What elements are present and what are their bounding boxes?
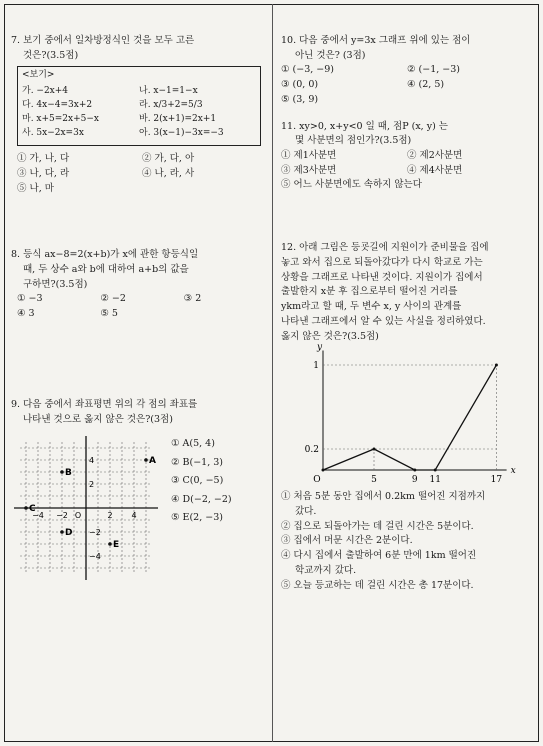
example-item: 마. x+5=2x+5−x	[22, 114, 99, 125]
answer-choice[interactable]: ② (−1, −3)	[407, 64, 460, 76]
answer-choice[interactable]: ⑤ 오늘 등교하는 데 걸린 시간은 총 17분이다.	[281, 579, 474, 591]
answer-choice[interactable]	[407, 93, 533, 108]
y-tick-label: 0.2	[304, 445, 319, 456]
data-point	[322, 469, 325, 472]
q12-stem-line: 놓고 와서 집으로 되돌아갔다가 다시 학교로 가는	[281, 256, 483, 268]
q9-figure-area	[11, 433, 267, 583]
answer-choice[interactable]: ④ 3	[17, 308, 35, 320]
point-a	[144, 459, 148, 463]
point-label: C	[29, 504, 36, 515]
question-7	[11, 34, 267, 196]
y-tick-label: 1	[313, 361, 319, 372]
spacer	[11, 196, 267, 248]
y-tick-label: 2	[89, 480, 95, 490]
choice-row	[11, 167, 267, 182]
example-row	[22, 113, 256, 127]
answer-choice[interactable]: ④ 나, 라, 사	[142, 167, 195, 179]
q11-stem-line: 몇 사분면의 점인가?(3.5점)	[295, 135, 412, 147]
answer-choice[interactable]: ② 가, 다, 아	[142, 153, 195, 165]
answer-choice[interactable]: ③ 나, 다, 라	[17, 167, 70, 179]
answer-choice[interactable]: ③ 제3사분면	[281, 164, 337, 176]
spacer	[11, 322, 267, 398]
answer-choice[interactable]: ④ 다시 집에서 출발하여 6분 만에 1km 떨어진	[281, 550, 477, 562]
choice-row	[281, 164, 533, 179]
example-item: 사. 5x−2x=3x	[22, 128, 84, 139]
q10-stem-line: 10. 다음 중에서 y=3x 그래프 위에 있는 점이	[281, 35, 471, 46]
answer-choice[interactable]: ② 집으로 되돌아가는 데 걸린 시간은 5분이다.	[281, 520, 474, 532]
y-tick-label: −2	[89, 528, 101, 538]
choice-row	[281, 149, 533, 164]
x-tick-label: 5	[371, 475, 377, 486]
question-8	[11, 248, 267, 322]
answer-choice[interactable]: ① A(5, 4)	[171, 438, 215, 450]
x-tick-label: 2	[107, 511, 113, 521]
answer-choice[interactable]: ③ C(0, −5)	[171, 475, 224, 487]
question-12	[281, 241, 533, 593]
x-axis-label: x	[510, 466, 516, 477]
x-tick-label: −2	[56, 511, 68, 521]
q12-stem-line: 옳지 않은 것은?(3.5점)	[281, 330, 379, 342]
answer-choice[interactable]: ⑤ (3, 9)	[281, 93, 319, 105]
y-tick-label: 4	[89, 456, 95, 466]
point-label: B	[65, 468, 72, 479]
answer-choice[interactable]	[184, 307, 267, 322]
x-tick-label: 11	[429, 475, 441, 486]
point-c	[24, 507, 28, 511]
point-e	[108, 543, 112, 547]
q9-stem-line: 9. 다음 중에서 좌표평면 위의 각 점의 좌표를	[11, 398, 198, 410]
answer-choice[interactable]: ① 가, 나, 다	[17, 153, 70, 165]
example-row	[22, 85, 256, 99]
answer-choice[interactable]	[422, 178, 533, 193]
q8-stem-line: 8. 등식 ax−8=2(x+b)가 x에 관한 항등식일	[11, 249, 199, 261]
choice-row	[281, 178, 533, 193]
data-line	[323, 365, 496, 470]
point-b	[60, 471, 64, 475]
answer-choice[interactable]: ① (−3, −9)	[281, 64, 334, 76]
question-9	[11, 398, 267, 583]
x-tick-label: O	[313, 475, 321, 486]
data-point	[413, 469, 416, 472]
q8-stem-line: 때, 두 상수 a와 b에 대하여 a+b의 값을	[23, 264, 189, 275]
spacer	[281, 193, 533, 241]
answer-choice-continued: 학교까지 갔다.	[295, 564, 357, 576]
q12-stem-line: 상황을 그래프로 나타낸 것이다. 지원이가 집에서	[281, 271, 483, 283]
point-label: D	[65, 528, 73, 539]
answer-choice[interactable]: ④ 제4사분면	[407, 164, 463, 176]
q8-stem-line: 구하면?(3.5점)	[23, 278, 88, 290]
x-tick-label: 9	[411, 475, 418, 486]
answer-choice[interactable]: ② B(−1, 3)	[171, 456, 224, 468]
example-row	[22, 127, 256, 141]
question-11	[281, 120, 533, 194]
right-column	[281, 34, 533, 593]
question-10	[281, 34, 533, 108]
q12-stem-line: 12. 아래 그림은 등굣길에 지원이가 준비물을 집에	[281, 242, 489, 254]
answer-choice[interactable]: ⑤ E(2, −3)	[171, 512, 223, 524]
q9-choices	[171, 435, 232, 528]
choice-row	[11, 307, 267, 322]
answer-choice[interactable]: ① 제1사분면	[281, 150, 337, 162]
distance-time-chart	[293, 342, 523, 486]
answer-choice[interactable]	[142, 182, 267, 197]
point-label: A	[149, 456, 156, 467]
example-item: 라. x/3+2=5/3	[139, 100, 203, 111]
data-point	[495, 364, 498, 367]
q10-stem-line: 아닌 것은? (3점)	[295, 49, 366, 61]
answer-choice[interactable]: ③ (0, 0)	[281, 79, 319, 91]
q7-stem-line: 7. 보기 중에서 일차방정식인 것을 모두 고른	[11, 35, 195, 46]
answer-choice-continued: 갔다.	[295, 505, 317, 517]
answer-choice[interactable]: ⑤ 나, 마	[17, 182, 54, 194]
choice-row	[281, 93, 533, 108]
example-box-title: <보기>	[22, 70, 55, 81]
example-box	[17, 66, 261, 146]
answer-choice[interactable]: ② 제2사분면	[407, 150, 463, 162]
choice-row	[11, 152, 267, 167]
choice-row	[281, 78, 533, 93]
q9-stem-line: 나타낸 것으로 옳지 않은 것은?(3점)	[23, 413, 173, 425]
choice-row	[281, 63, 533, 78]
answer-choice[interactable]: ③ 집에서 머문 시간은 2분이다.	[281, 535, 413, 547]
answer-choice[interactable]: ④ D(−2, −2)	[171, 493, 232, 505]
point-label: E	[113, 540, 120, 551]
example-item: 다. 4x−4=3x+2	[22, 100, 93, 111]
q12-stem-line: 나타낸 그래프에서 알 수 있는 사실을 정리하였다.	[281, 315, 486, 327]
q7-stem-line: 것은?(3.5점)	[23, 49, 79, 61]
answer-choice[interactable]: ④ (2, 5)	[407, 79, 445, 91]
point-d	[60, 531, 64, 535]
x-tick-label: O	[74, 511, 82, 521]
answer-choice[interactable]: ② −2	[100, 293, 126, 305]
coordinate-plane	[11, 433, 161, 583]
example-item: 바. 2(x+1)=2x+1	[139, 114, 217, 125]
answer-choice[interactable]: ③ 2	[183, 293, 202, 305]
data-point	[373, 448, 376, 451]
x-tick-label: −4	[32, 511, 44, 521]
column-divider	[272, 4, 273, 742]
q11-stem-line: 11. xy>0, x+y<0 일 때, 점P (x, y) 는	[281, 120, 448, 132]
example-item: 나. x−1=1−x	[139, 86, 198, 97]
spacer	[281, 108, 533, 120]
answer-choice[interactable]: ① 처음 5분 동안 집에서 0.2km 떨어진 지점까지	[281, 491, 486, 503]
choice-row	[11, 292, 267, 307]
left-column	[11, 34, 267, 583]
choice-row	[11, 182, 267, 197]
q12-stem-line: 출발한지 x분 후 집으로부터 떨어진 거리를	[281, 286, 458, 298]
x-tick-label: 4	[131, 511, 137, 521]
example-row	[22, 99, 256, 113]
y-axis-label: y	[317, 342, 323, 353]
answer-choice[interactable]: ⑤ 5	[100, 308, 118, 320]
example-item: 가. −2x+4	[22, 86, 69, 97]
answer-choice[interactable]: ⑤ 어느 사분면에도 속하지 않는다	[281, 179, 422, 191]
example-item: 아. 3(x−1)−3x=−3	[139, 128, 224, 139]
y-tick-label: −4	[89, 552, 101, 562]
data-point	[434, 469, 437, 472]
answer-choice[interactable]: ① −3	[17, 293, 43, 305]
q12-stem-line: ykm라고 할 때, 두 변수 x, y 사이의 관계를	[281, 301, 462, 313]
x-tick-label: 17	[490, 475, 503, 486]
